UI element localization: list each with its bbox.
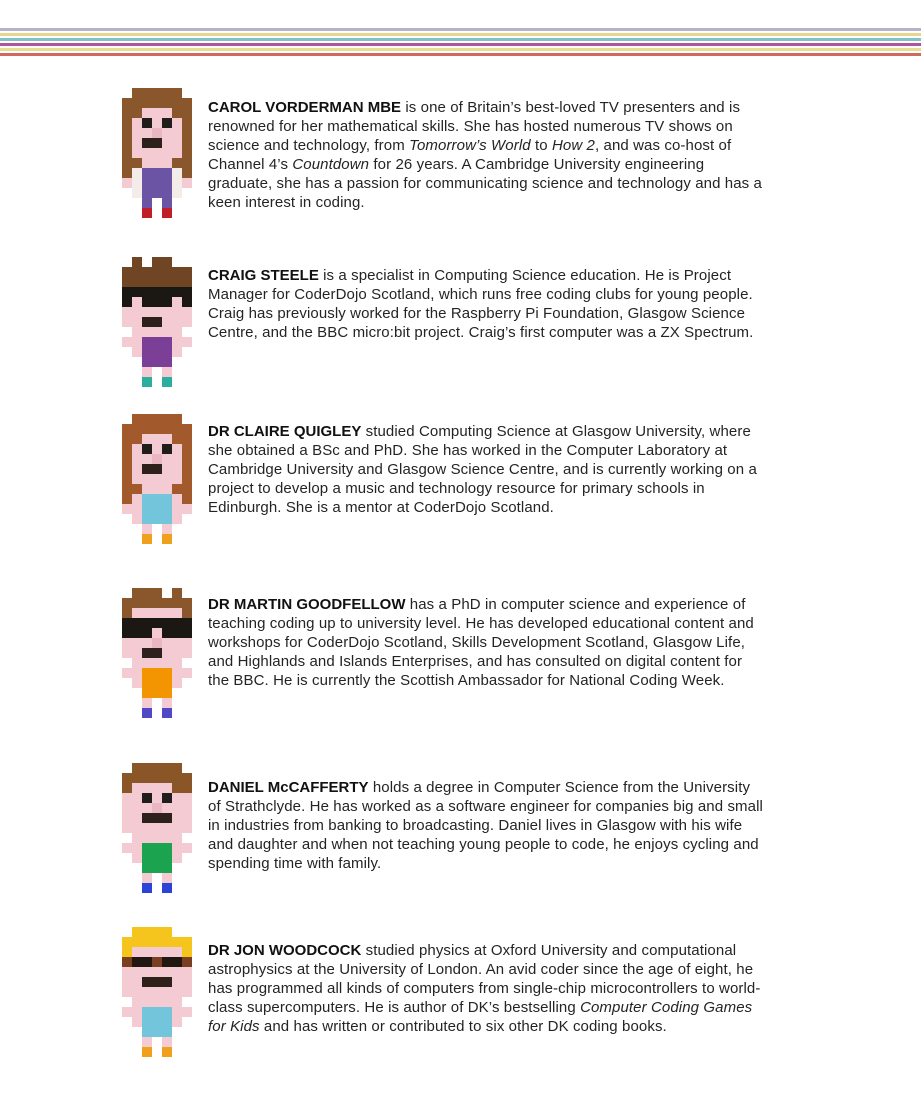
author-section-daniel-mccafferty — [112, 763, 766, 893]
bio-segment: has a PhD in computer science and experience of teaching coding up to university level. He has developed educational content and workshops for CoderDojo Scotland, Skills Development Scotland, Glasgow Life, and Highlands and Islands Enterprises, and has consulted on digital content for the BBC. He is currently the Scottish Ambassador for National Coding Week. — [208, 596, 754, 689]
author-name: DR MARTIN GOODFELLOW — [208, 596, 406, 613]
author-name: DR CLAIRE QUIGLEY — [208, 423, 362, 440]
bio-text — [208, 595, 766, 690]
bio-italic-title: Computer Coding Games for Kids — [208, 999, 753, 1035]
author-name: CRAIG STEELE — [208, 267, 319, 284]
author-section-jon-woodcock — [112, 927, 766, 1057]
author-section-claire-quigley — [112, 414, 766, 544]
stripe — [0, 53, 921, 56]
author-name: DANIEL McCAFFERTY — [208, 779, 369, 796]
bio-segment: , and was co-host of Channel 4’s — [208, 137, 732, 173]
bio-text — [208, 98, 766, 212]
author-section-martin-goodfellow — [112, 588, 766, 718]
bio-italic-title: How 2 — [551, 137, 595, 154]
carol-vorderman-pixel-avatar-icon — [112, 88, 202, 218]
jon-woodcock-pixel-avatar-icon — [112, 927, 202, 1057]
author-name: CAROL VORDERMAN MBE — [208, 99, 402, 116]
stripe — [0, 33, 921, 36]
author-section-carol-vorderman — [112, 88, 766, 218]
author-section-craig-steele — [112, 257, 766, 387]
stripe — [0, 38, 921, 41]
bio-text — [208, 266, 766, 342]
daniel-mccafferty-pixel-avatar-icon — [112, 763, 202, 893]
bio-italic-title: Tomorrow’s World — [409, 137, 531, 154]
bio-segment: is one of Britain’s best-loved TV presenters and is renowned for her mathematical skills. She has hosted numerous TV shows on science and technology, from — [208, 99, 741, 154]
bio-italic-title: Countdown — [292, 156, 370, 173]
bio-segment: studied Computing Science at Glasgow University, where she obtained a BSc and PhD. She has worked in the Computer Laboratory at Cambridge University and Glasgow Science Centre, and is currently working on a project to develop a music and technology resource for primary schools in Edinburgh. She is a mentor at CoderDojo Scotland. — [208, 423, 757, 516]
bio-text — [208, 422, 766, 517]
bio-text — [208, 778, 766, 873]
stripe — [0, 28, 921, 31]
stripe — [0, 43, 921, 46]
bio-segment: and has written or contributed to six other DK coding books. — [259, 1018, 667, 1035]
stripe — [0, 48, 921, 51]
author-name: DR JON WOODCOCK — [208, 942, 362, 959]
bio-segment: to — [530, 137, 552, 154]
top-stripes — [0, 28, 921, 58]
bio-segment: holds a degree in Computer Science from the University of Strathclyde. He has worked as a software engineer for companies big and small in industries from banking to broadcasting. Daniel lives in Glasgow with his wife and daughter and when not teaching young people to code, he enjoys cycling and spending time with family. — [208, 779, 763, 872]
bio-segment: studied physics at Oxford University and computational astrophysics at the University of London. An avid coder since the age of eight, he has programmed all kinds of computers from single-chip microcontrollers to world-class supercomputers. He is author of DK’s bestselling — [208, 942, 761, 1016]
bio-text — [208, 941, 766, 1036]
bio-segment: is a specialist in Computing Science education. He is Project Manager for CoderDojo Scotland, which runs free coding clubs for young people. Craig has previously worked for the Raspberry Pi Foundation, Glasgow Science Centre, and the BBC micro:bit project. Craig’s first computer was a ZX Spectrum. — [208, 267, 754, 341]
craig-steele-pixel-avatar-icon — [112, 257, 202, 387]
claire-quigley-pixel-avatar-icon — [112, 414, 202, 544]
bio-segment: for 26 years. A Cambridge University engineering graduate, she has a passion for communicating science and technology and has a keen interest in coding. — [208, 156, 762, 211]
martin-goodfellow-pixel-avatar-icon — [112, 588, 202, 718]
